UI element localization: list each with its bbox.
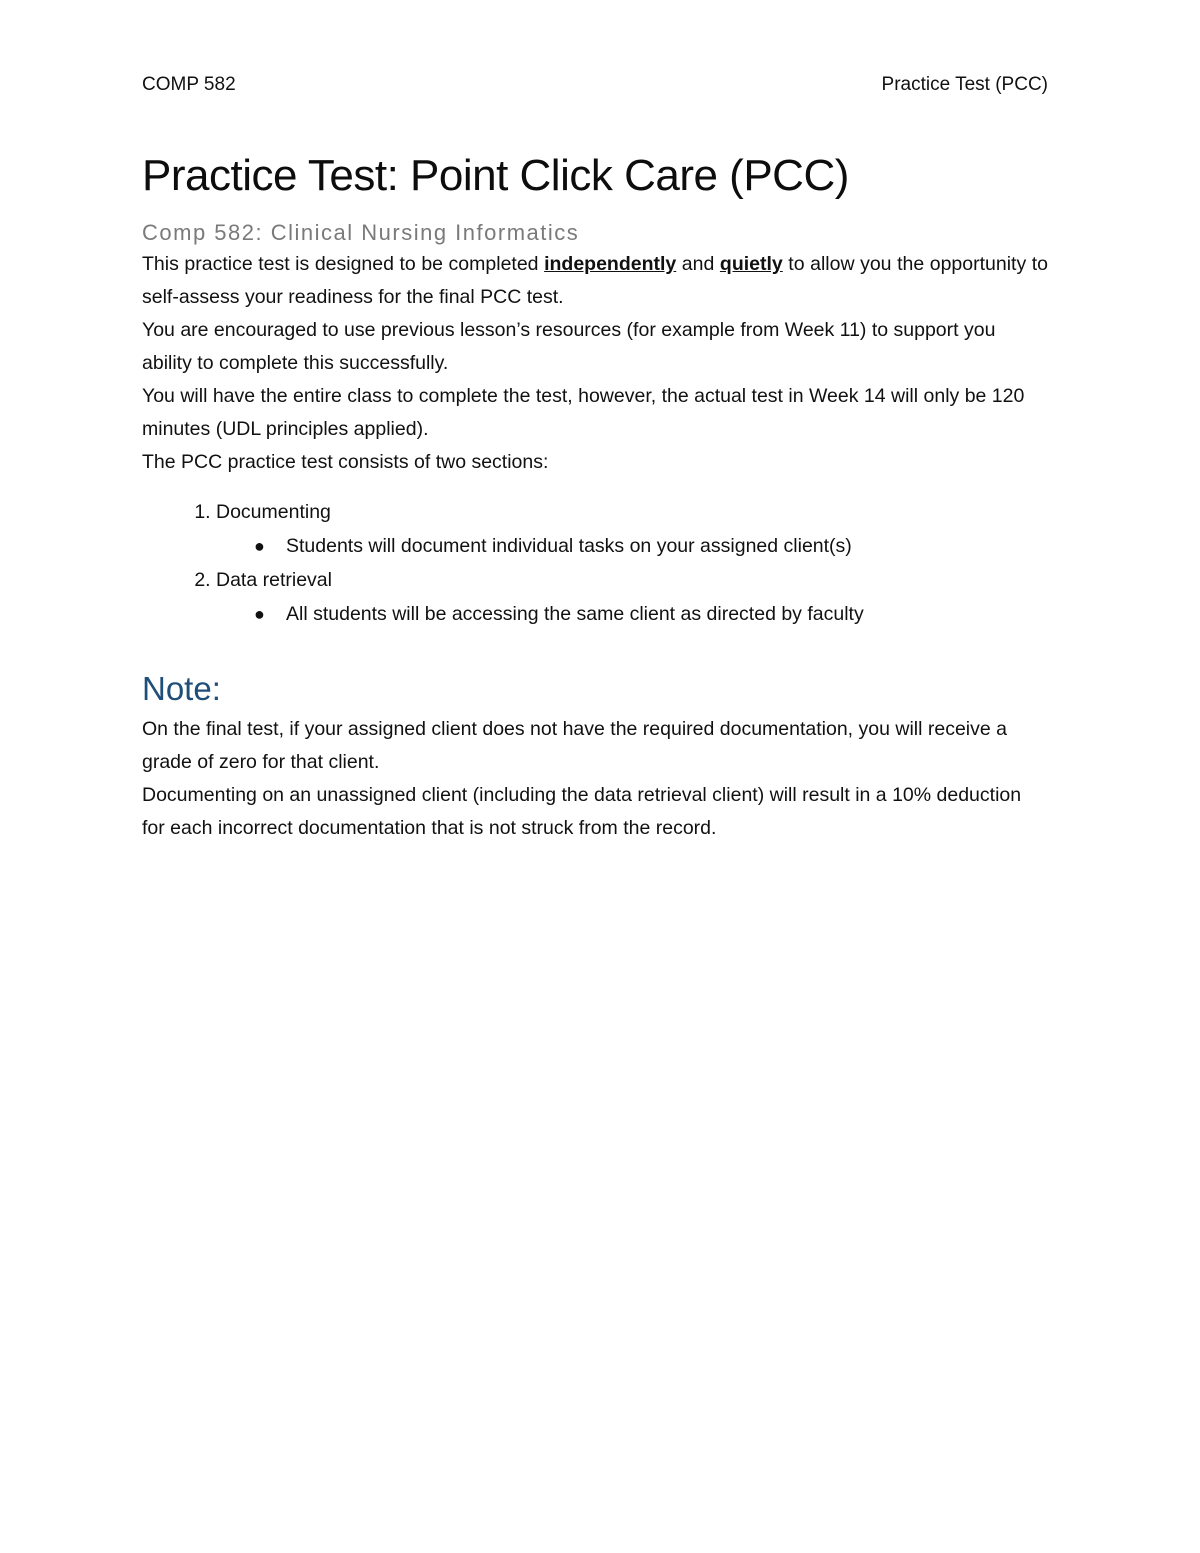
emphasis-independently: independently [544,253,677,275]
header-doc-title: Practice Test (PCC) [881,74,1048,95]
section-detail-item [254,529,1048,563]
emphasis-quietly: quietly [719,253,783,275]
resources-paragraph: You are encouraged to use previous lesson’s resources (for example from Week 11) to support you ability to complete this successfully. [142,319,996,374]
section-item-documenting [216,495,1048,563]
duration-paragraph: You will have the entire class to complete the test, however, the actual test in Week 14 will only be 120 minutes (UDL principles applied). [142,385,1025,440]
section-label: Data retrieval [216,569,332,591]
document-subtitle: Comp 582: Clinical Nursing Informatics [142,220,580,245]
intro-text-mid: and [676,253,720,275]
sections-intro-paragraph: The PCC practice test consists of two sections: [142,451,549,473]
section-sub-list [216,597,1048,631]
intro-text-after: to allow you the opportunity to self-assess your readiness for the final PCC test. [142,253,1049,308]
section-detail: Students will document individual tasks on your assigned client(s) [286,535,852,557]
section-item-data-retrieval [216,563,1048,631]
header-course-code: COMP 582 [142,74,236,95]
intro-text-before: This practice test is designed to be completed [142,253,545,275]
section-sub-list [216,529,1048,563]
intro-paragraph [142,248,1048,314]
section-label: Documenting [216,501,331,523]
sections-list [142,495,1048,631]
document-body [142,146,1048,845]
bullet-icon: ● [254,536,265,556]
note-heading: Note: [142,670,221,707]
bullet-icon: ● [254,604,265,624]
note-grade-paragraph: On the final test, if your assigned client does not have the required documentation, you will receive a grade of zero for that client. [142,718,1007,773]
document-title: Practice Test: Point Click Care (PCC) [142,151,849,200]
note-deduction-paragraph: Documenting on an unassigned client (including the data retrieval client) will result in a 10% deduction for each incorrect documentation that is not struck from the record. [142,784,1022,839]
section-detail-item [254,597,1048,631]
section-detail: All students will be accessing the same client as directed by faculty [286,603,864,625]
page-header [142,72,1048,98]
